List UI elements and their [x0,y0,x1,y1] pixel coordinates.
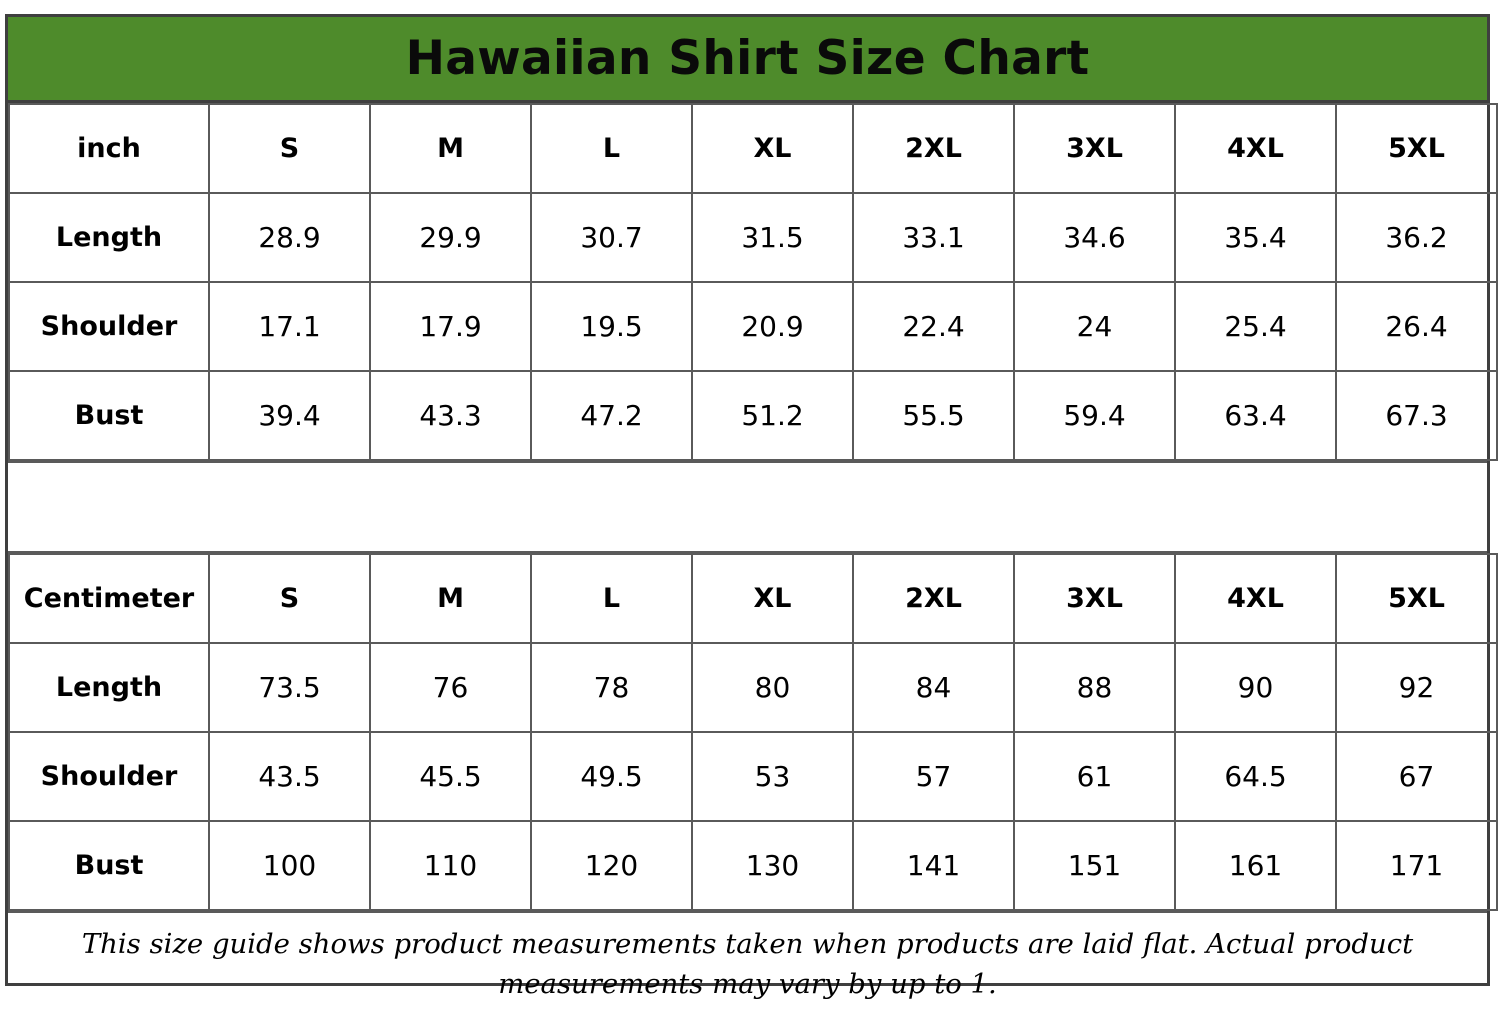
cell-cm-bust-4xl: 161 [1175,821,1336,910]
table-row [9,732,1497,821]
cell-inch-bust-5xl: 67.3 [1336,371,1497,460]
cell-cm-shoulder-m: 45.5 [370,732,531,821]
row-label-bust: Bust [9,371,209,460]
cell-cm-length-s: 73.5 [209,643,370,732]
row-label-length: Length [9,193,209,282]
cell-cm-bust-m: 110 [370,821,531,910]
cell-cm-shoulder-5xl: 67 [1336,732,1497,821]
cell-cm-length-3xl: 88 [1014,643,1175,732]
cell-cm-bust-s: 100 [209,821,370,910]
cell-cm-shoulder-3xl: 61 [1014,732,1175,821]
table-header-row [9,104,1497,193]
table-row [9,821,1497,910]
table-separator [8,461,1487,553]
table-row [9,193,1497,282]
size-guide-footnote: This size guide shows product measurements taken when products are laid flat. Actual product measurements may vary by up to 1. [8,911,1487,1015]
cell-inch-bust-l: 47.2 [531,371,692,460]
cell-inch-bust-s: 39.4 [209,371,370,460]
cell-cm-bust-2xl: 141 [853,821,1014,910]
cell-cm-bust-3xl: 151 [1014,821,1175,910]
cell-inch-shoulder-xl: 20.9 [692,282,853,371]
cell-cm-shoulder-2xl: 57 [853,732,1014,821]
centimeter-unit-label: Centimeter [9,554,209,643]
cell-inch-bust-2xl: 55.5 [853,371,1014,460]
column-header-s: S [209,104,370,193]
column-header-l: L [531,554,692,643]
table-row [9,371,1497,460]
cell-cm-bust-xl: 130 [692,821,853,910]
cell-inch-length-m: 29.9 [370,193,531,282]
table-row [9,643,1497,732]
inch-size-table [8,103,1498,461]
cell-inch-bust-3xl: 59.4 [1014,371,1175,460]
inch-unit-label: inch [9,104,209,193]
chart-title-band [8,17,1487,103]
column-header-4xl: 4XL [1175,104,1336,193]
cell-inch-length-5xl: 36.2 [1336,193,1497,282]
cell-inch-length-2xl: 33.1 [853,193,1014,282]
cell-inch-length-3xl: 34.6 [1014,193,1175,282]
cell-inch-bust-4xl: 63.4 [1175,371,1336,460]
column-header-xl: XL [692,554,853,643]
column-header-5xl: 5XL [1336,554,1497,643]
cell-cm-bust-5xl: 171 [1336,821,1497,910]
cell-cm-length-2xl: 84 [853,643,1014,732]
cell-cm-length-l: 78 [531,643,692,732]
column-header-m: M [370,104,531,193]
cell-inch-length-xl: 31.5 [692,193,853,282]
row-label-shoulder: Shoulder [9,732,209,821]
cell-inch-shoulder-l: 19.5 [531,282,692,371]
column-header-s: S [209,554,370,643]
row-label-length: Length [9,643,209,732]
cell-cm-length-4xl: 90 [1175,643,1336,732]
column-header-3xl: 3XL [1014,104,1175,193]
page-title: Hawaiian Shirt Size Chart [405,31,1090,86]
column-header-xl: XL [692,104,853,193]
cell-inch-shoulder-2xl: 22.4 [853,282,1014,371]
table-row [9,282,1497,371]
cell-cm-length-5xl: 92 [1336,643,1497,732]
column-header-2xl: 2XL [853,104,1014,193]
cell-inch-length-s: 28.9 [209,193,370,282]
cell-inch-shoulder-s: 17.1 [209,282,370,371]
column-header-5xl: 5XL [1336,104,1497,193]
cell-cm-shoulder-4xl: 64.5 [1175,732,1336,821]
cell-cm-length-m: 76 [370,643,531,732]
cell-cm-shoulder-xl: 53 [692,732,853,821]
column-header-2xl: 2XL [853,554,1014,643]
row-label-bust: Bust [9,821,209,910]
centimeter-size-table [8,553,1498,911]
size-chart-container [5,14,1490,1000]
cell-cm-shoulder-s: 43.5 [209,732,370,821]
cell-inch-length-4xl: 35.4 [1175,193,1336,282]
column-header-4xl: 4XL [1175,554,1336,643]
cell-inch-bust-xl: 51.2 [692,371,853,460]
cell-inch-length-l: 30.7 [531,193,692,282]
cell-inch-shoulder-4xl: 25.4 [1175,282,1336,371]
cell-inch-shoulder-m: 17.9 [370,282,531,371]
cell-inch-shoulder-5xl: 26.4 [1336,282,1497,371]
cell-cm-bust-l: 120 [531,821,692,910]
cell-cm-length-xl: 80 [692,643,853,732]
column-header-m: M [370,554,531,643]
row-label-shoulder: Shoulder [9,282,209,371]
column-header-l: L [531,104,692,193]
cell-inch-bust-m: 43.3 [370,371,531,460]
cell-inch-shoulder-3xl: 24 [1014,282,1175,371]
cell-cm-shoulder-l: 49.5 [531,732,692,821]
table-header-row [9,554,1497,643]
column-header-3xl: 3XL [1014,554,1175,643]
